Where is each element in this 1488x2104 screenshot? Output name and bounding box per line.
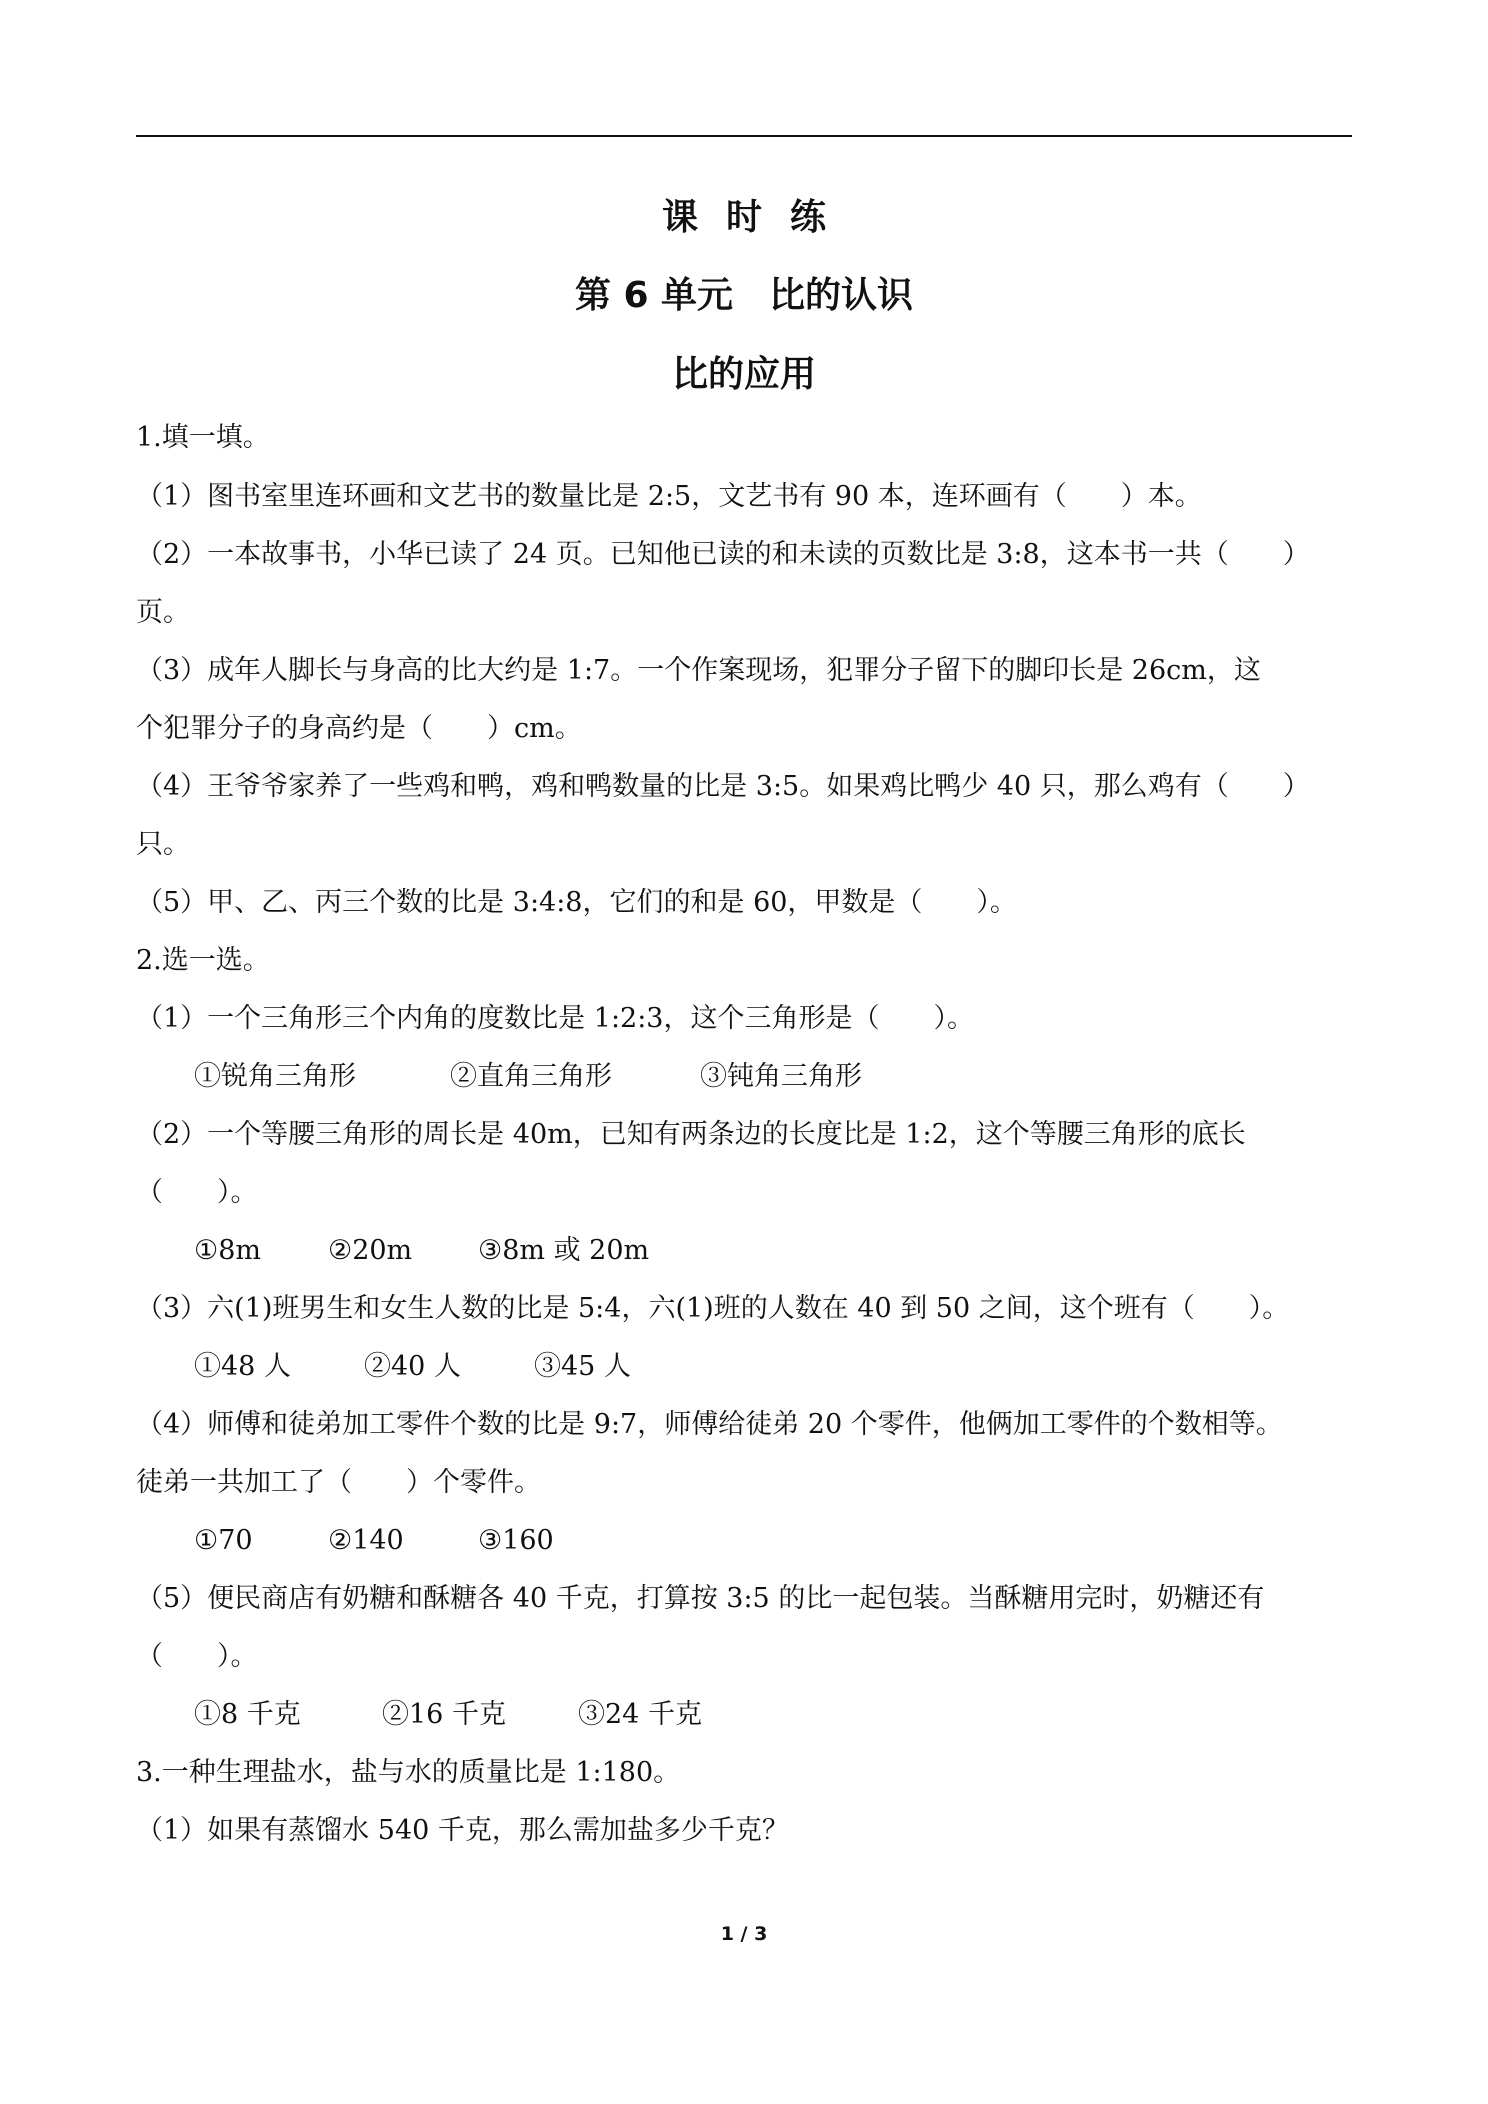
option-2-4-b: ②140 (328, 1525, 404, 1556)
question-2-4: （4）师傅和徒弟加工零件个数的比是 9:7，师傅给徒弟 20 个零件，他俩加工零件的个数相等。 (136, 1409, 1283, 1440)
question-2-2: （2）一个等腰三角形的周长是 40m，已知有两条边的长度比是 1:2，这个等腰三角形的底长 (136, 1119, 1246, 1150)
question-2-3: （3）六(1)班男生和女生人数的比是 5:4，六(1)班的人数在 40 到 50 之间，这个班有（ ）。 (136, 1293, 1290, 1324)
question-1-4: （4）王爷爷家养了一些鸡和鸭，鸡和鸭数量的比是 3:5。如果鸡比鸭少 40 只，那么鸡有（ ） (136, 771, 1310, 802)
question-1-1: （1）图书室里连环画和文艺书的数量比是 2:5，文艺书有 90 本，连环画有（ ）本。 (136, 481, 1202, 512)
question-2-4-cont: 徒弟一共加工了（ ）个零件。 (136, 1467, 541, 1498)
option-2-1-c: ③钝角三角形 (700, 1061, 862, 1092)
lesson-title: 比的应用 (671, 354, 816, 395)
question-1-3-cont: 个犯罪分子的身高约是（ ）cm。 (136, 713, 582, 744)
option-2-4-a: ①70 (194, 1525, 253, 1556)
question-3-1: （1）如果有蒸馏水 540 千克，那么需加盐多少千克？ (136, 1815, 789, 1846)
section-heading-saline: 3.一种生理盐水，盐与水的质量比是 1:180。 (136, 1757, 681, 1788)
option-2-1-b: ②直角三角形 (450, 1061, 612, 1092)
question-1-2: （2）一本故事书，小华已读了 24 页。已知他已读的和未读的页数比是 3:8，这本书一共（ ） (136, 539, 1310, 570)
option-2-5-a: ①8 千克 (194, 1699, 301, 1730)
option-2-3-c: ③45 人 (534, 1351, 631, 1382)
section-heading-choose: 2.选一选。 (136, 945, 270, 976)
option-2-2-c: ③8m 或 20m (478, 1235, 650, 1266)
option-2-5-b: ②16 千克 (382, 1699, 506, 1730)
option-2-2-b: ②20m (328, 1235, 413, 1266)
option-2-3-a: ①48 人 (194, 1351, 291, 1382)
worksheet-title: 课时练 (661, 197, 854, 238)
unit-title: 第 6 单元 比的认识 (574, 275, 914, 316)
question-1-5: （5）甲、乙、丙三个数的比是 3:4:8，它们的和是 60，甲数是（ ）。 (136, 887, 1017, 918)
section-heading-fill: 1.填一填。 (136, 422, 270, 453)
option-2-5-c: ③24 千克 (578, 1699, 702, 1730)
option-2-3-b: ②40 人 (364, 1351, 461, 1382)
page-number: 1 / 3 (720, 1923, 768, 1945)
question-2-5-cont: （ ）。 (136, 1641, 258, 1672)
question-2-5: （5）便民商店有奶糖和酥糖各 40 千克，打算按 3:5 的比一起包装。当酥糖用完时，奶糖还有 (136, 1583, 1265, 1614)
option-2-4-c: ③160 (478, 1525, 554, 1556)
question-1-2-cont: 页。 (136, 597, 190, 628)
question-2-2-cont: （ ）。 (136, 1177, 258, 1208)
question-1-3: （3）成年人脚长与身高的比大约是 1:7。一个作案现场，犯罪分子留下的脚印长是 26cm，这 (136, 655, 1261, 686)
header-rule (136, 135, 1352, 137)
option-2-1-a: ①锐角三角形 (194, 1061, 356, 1092)
option-2-2-a: ①8m (194, 1235, 261, 1266)
question-1-4-cont: 只。 (136, 829, 190, 860)
question-2-1: （1）一个三角形三个内角的度数比是 1:2:3，这个三角形是（ ）。 (136, 1003, 974, 1034)
